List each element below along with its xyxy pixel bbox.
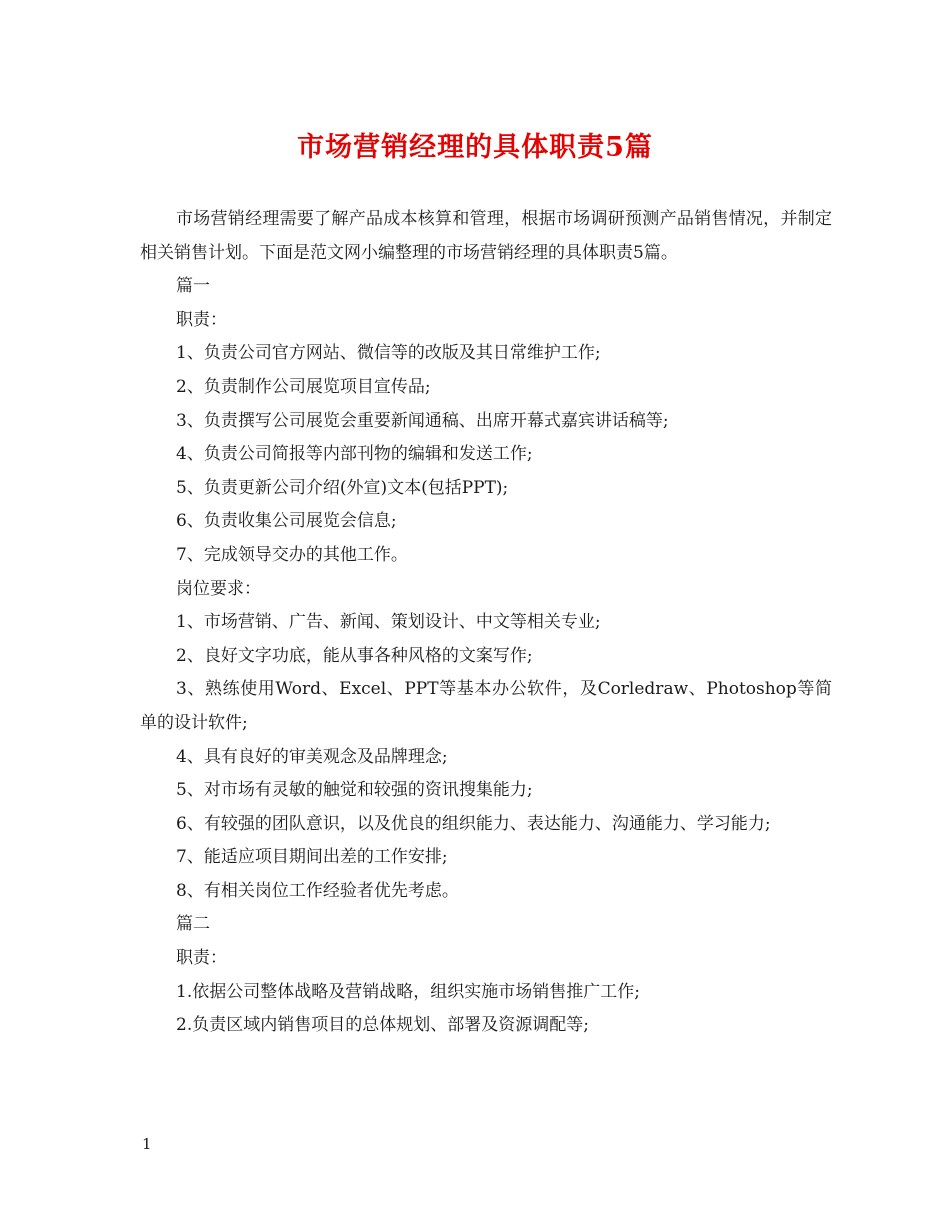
- list-item: 5、对市场有灵敏的触觉和较强的资讯搜集能力;: [176, 780, 533, 801]
- responsibilities-heading: 职责：: [176, 309, 227, 330]
- responsibilities-heading: 职责：: [176, 948, 227, 969]
- list-item: 4、负责公司简报等内部刊物的编辑和发送工作;: [176, 444, 533, 465]
- document-title: 市场营销经理的具体职责5篇: [297, 132, 653, 163]
- list-item: 6、有较强的团队意识，以及优良的组织能力、表达能力、沟通能力、学习能力;: [176, 813, 771, 834]
- list-item: 7、完成领导交办的其他工作。: [176, 544, 408, 565]
- list-item: 1、负责公司官方网站、微信等的改版及其日常维护工作;: [176, 343, 601, 364]
- list-item: 2.负责区域内销售项目的总体规划、部署及资源调配等;: [176, 1015, 589, 1036]
- list-item: 4、具有良好的审美观念及品牌理念;: [176, 746, 448, 767]
- requirements-heading: 岗位要求：: [176, 578, 261, 599]
- list-item: 1.依据公司整体战略及营销战略，组织实施市场销售推广工作;: [176, 981, 640, 1002]
- list-item: 2、良好文字功底，能从事各种风格的文案写作;: [176, 645, 533, 666]
- list-item: 2、负责制作公司展览项目宣传品;: [176, 376, 431, 397]
- list-item: 7、能适应项目期间出差的工作安排;: [176, 847, 448, 868]
- list-item: 3、负责撰写公司展览会重要新闻通稿、出席开幕式嘉宾讲话稿等;: [176, 410, 669, 431]
- section-heading-part-two: 篇二: [176, 914, 210, 935]
- list-item: 1、市场营销、广告、新闻、策划设计、中文等相关专业;: [176, 612, 601, 633]
- intro-paragraph: 市场营销经理需要了解产品成本核算和管理，根据市场调研预测产品销售情况，并制定相关销售计划。下面是范文网小编整理的市场营销经理的具体职责5篇。: [140, 209, 832, 263]
- list-item: 8、有相关岗位工作经验者优先考虑。: [176, 880, 459, 901]
- document-body: [140, 203, 832, 1043]
- page-number: 1: [142, 1135, 152, 1153]
- section-heading-part-one: 篇一: [176, 276, 210, 297]
- list-item: 5、负责更新公司介绍(外宣)文本(包括PPT);: [176, 477, 509, 498]
- list-item: 6、负责收集公司展览会信息;: [176, 511, 397, 532]
- list-item: 3、熟练使用Word、Excel、PPT等基本办公软件，及Corledraw、Photoshop等简单的设计软件;: [140, 679, 832, 733]
